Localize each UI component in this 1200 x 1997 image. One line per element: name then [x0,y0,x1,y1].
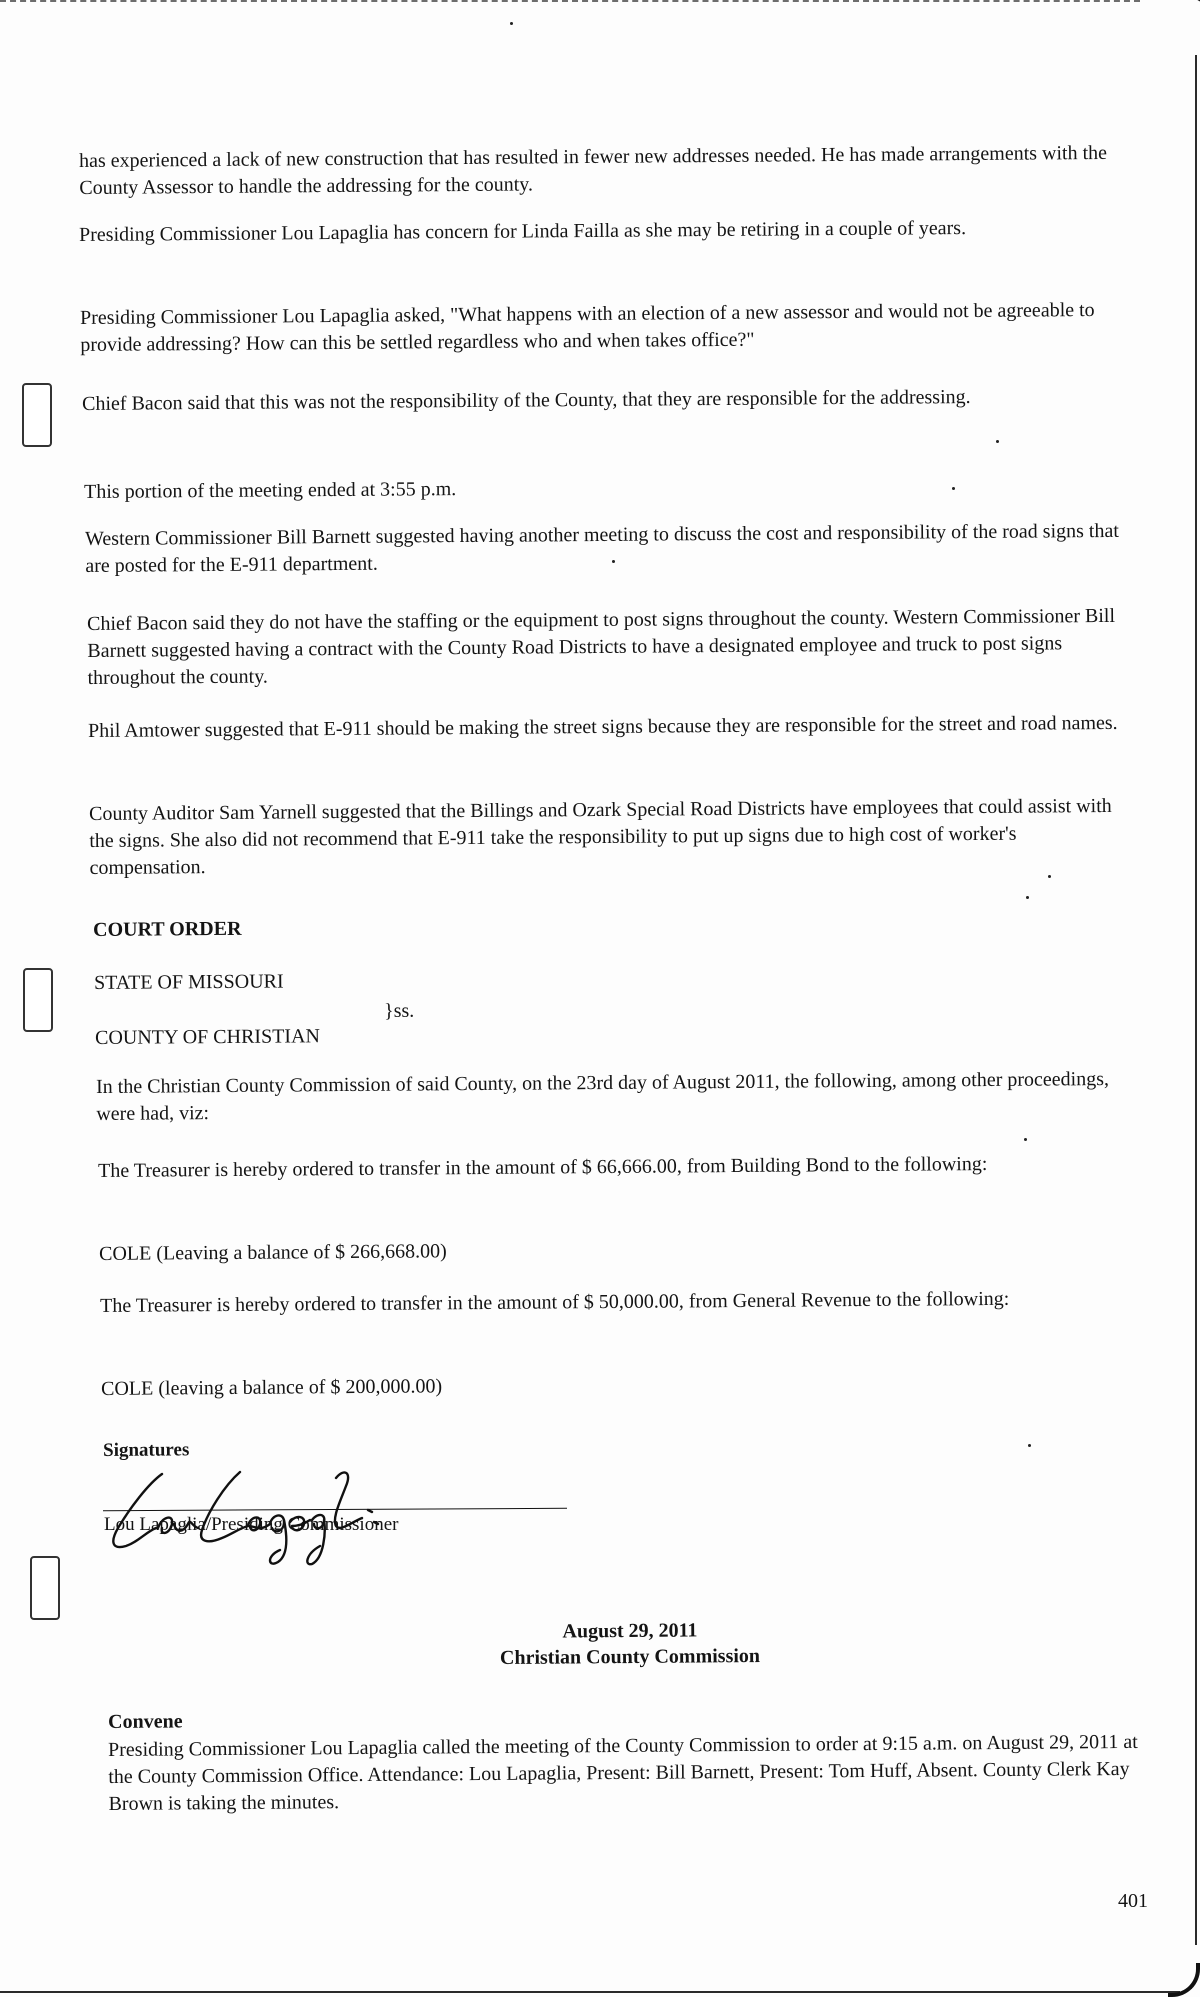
paragraph-chief-bacon-response: Chief Bacon said that this was not the responsibility of the County, that they are responsible for the addressing. [82,386,971,415]
transfer-general-revenue: The Treasurer is hereby ordered to transfer in the amount of $ 50,000.00, from General Revenue to the following: [100,1287,1010,1317]
balance-general-revenue: COLE (leaving a balance of $ 200,000.00) [101,1375,443,1400]
county-line: COUNTY OF CHRISTIAN [95,1025,320,1049]
scan-bottom-edge [0,1991,1180,1993]
paragraph-road-signs: Western Commissioner Bill Barnett suggested having another meeting to discuss the cost and responsibility of the road signs that are posted for the E-911 department. [85,519,1119,577]
paragraph-auditor: County Auditor Sam Yarnell suggested that the Billings and Ozark Special Road Districts have employees that could assist with the signs. She also did not recommend that E-911 take the responsibility to put up signs due to high cost of worker's compensation. [89,794,1112,879]
scan-speck [996,440,999,443]
binder-hole [23,968,53,1032]
paragraph-addressing: has experienced a lack of new construction that has resulted in fewer new addresses needed. He has made arrangements with the County Assessor to handle the addressing for the county. [79,141,1108,199]
court-order-intro: In the Christian County Commission of said County, on the 23rd day of August 2011, the following, among other proceedings, were had, viz: [96,1068,1110,1125]
paragraph-street-signs: Phil Amtower suggested that E-911 should be making the street signs because they are responsible for the street and road names. [88,711,1118,742]
ss-bracket: }ss. [384,999,415,1022]
scan-speck [1028,1444,1031,1447]
commission-heading: Christian County Commission [499,1644,761,1670]
scan-speck [1048,875,1051,878]
convene-heading: Convene [108,1710,183,1733]
balance-building-bond: COLE (Leaving a balance of $ 266,668.00) [99,1240,447,1265]
state-line: STATE OF MISSOURI [94,970,284,994]
scan-speck [1024,1138,1027,1141]
signature-caption: Lou Lapaglia/Presiding Commissioner [104,1514,399,1535]
court-order-heading: COURT ORDER [93,917,242,941]
meeting-date-heading: August 29, 2011 [562,1619,698,1643]
paragraph-linda-failla: Presiding Commissioner Lou Lapaglia has concern for Linda Failla as she may be retiring in a couple of years. [79,217,967,246]
binder-hole [30,1556,60,1620]
scan-speck [1026,896,1029,899]
scan-bottom-corner [1168,1963,1200,1997]
signatures-heading: Signatures [103,1439,190,1461]
paragraph-meeting-ended: This portion of the meeting ended at 3:55 p.m. [84,478,457,503]
handwritten-signature [100,1458,580,1568]
scan-right-edge [1195,55,1197,1945]
scan-speck [510,22,513,25]
page-number: 401 [1118,1890,1148,1912]
paragraph-assessor-question: Presiding Commissioner Lou Lapaglia asked, "What happens with an election of a new assessor and would not be agreeable to provide addressing? How can this be settled regardless who and when takes office?" [80,299,1095,356]
paragraph-staffing: Chief Bacon said they do not have the staffing or the equipment to post signs throughout the county. Western Commissioner Bill Barnett suggested having a contract with the County Road Districts to have a designated employee and truck to post signs throughout the county. [87,604,1116,689]
scan-top-edge [0,0,1140,2]
scan-corner-curl [1167,0,1200,63]
transfer-building-bond: The Treasurer is hereby ordered to transfer in the amount of $ 66,666.00, from Building Bond to the following: [98,1153,988,1182]
binder-hole [22,383,52,447]
convene-paragraph: Presiding Commissioner Lou Lapaglia called the meeting of the County Commission to order at 9:15 a.m. on August 29, 2011 at the County Commission Office. Attendance: Lou Lapaglia, Present: Bill Barnett, Present: Tom Huff, Absent. County Clerk Kay Brown is taking the minutes. [108,1730,1138,1815]
